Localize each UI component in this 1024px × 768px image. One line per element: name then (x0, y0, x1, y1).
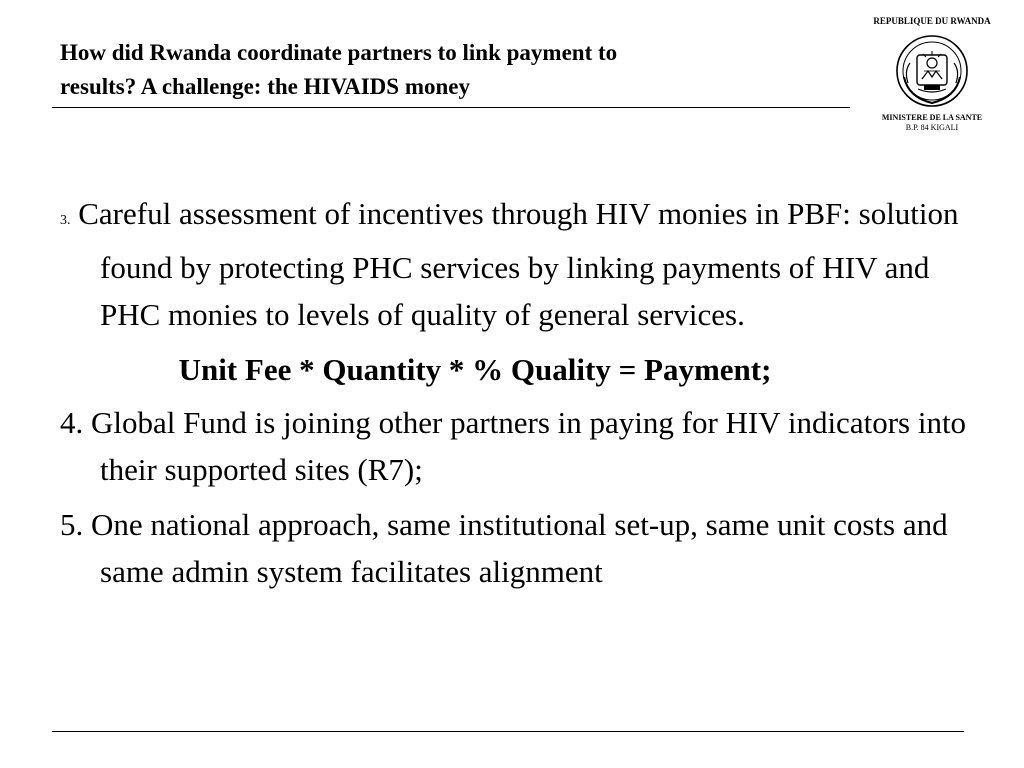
title-divider (52, 107, 850, 108)
ministry-label: MINISTERE DE LA SANTE (881, 113, 983, 122)
republic-label: REPUBLIQUE DU RWANDA (873, 16, 991, 26)
footer-divider (52, 731, 964, 732)
list-item-3 (60, 190, 980, 338)
slide-title-line-1: How did Rwanda coordinate partners to link payment to (60, 40, 618, 65)
slide-title-line-2: results? A challenge: the HIVAIDS money (60, 74, 470, 99)
list-item-5: 5. One national approach, same institutional set-up, same unit costs and same admin system facilitates alignment (60, 507, 948, 589)
ministry-address: B.P. 84 KIGALI (905, 123, 959, 132)
list-item-3-number: 3. (60, 213, 71, 228)
slide-title (60, 36, 840, 104)
list-item-4: 4. Global Fund is joining other partners in paying for HIV indicators into their supported sites (R7); (60, 405, 967, 487)
list-item-3-text: Careful assessment of incentives through HIV monies in PBF: solution found by protecting PHC services by linking payments of HIV and PHC monies to levels of quality of general services. (78, 196, 959, 332)
ministry-emblem-block (862, 14, 1002, 133)
slide-body (60, 190, 980, 603)
coat-of-arms-icon (894, 33, 970, 109)
payment-formula: Unit Fee * Quantity * % Quality = Payment; (178, 352, 772, 387)
